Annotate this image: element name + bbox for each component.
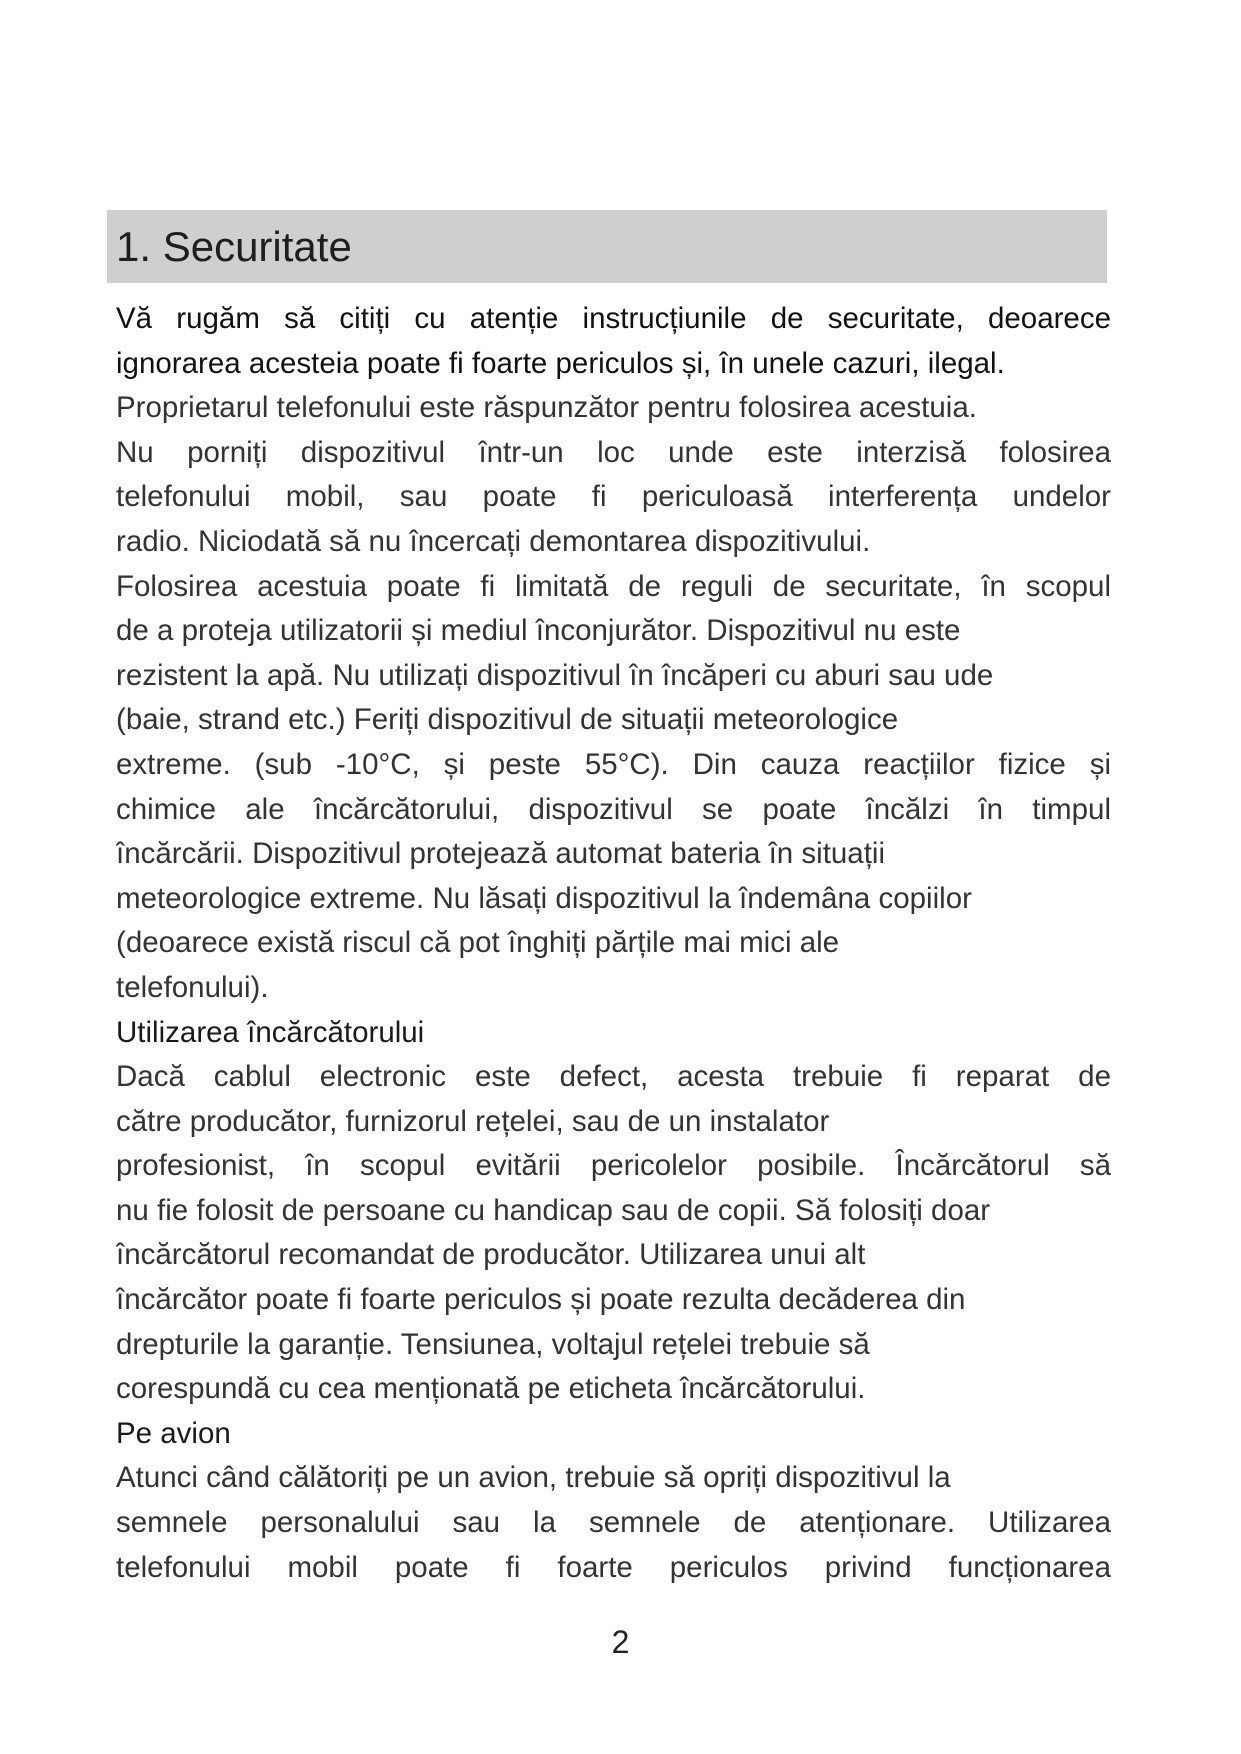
text-line: ignorarea acesteia poate fi foarte periculos și, în unele cazuri, ilegal. — [116, 346, 1005, 380]
subheading: Utilizarea încărcătorului — [116, 1015, 425, 1049]
text-line: Folosirea acestuia poate fi limitată de reguli de securitate, în scopul — [116, 569, 1111, 603]
text-line: semnele personalului sau la semnele de atenționare. Utilizarea — [116, 1506, 1111, 1540]
text-line: încărcării. Dispozitivul protejează automat bateria în situații — [116, 837, 886, 871]
text-line: drepturile la garanție. Tensiunea, voltajul rețelei trebuie să — [116, 1327, 870, 1361]
text-line: rezistent la apă. Nu utilizați dispozitivul în încăperi cu aburi sau ude — [116, 658, 994, 692]
text-line: încărcător poate fi foarte periculos și poate rezulta decăderea din — [116, 1283, 966, 1317]
text-line: telefonului mobil, sau poate fi periculoasă interferența undelor — [116, 480, 1111, 514]
text-line: telefonului mobil poate fi foarte periculos privind funcționarea — [116, 1550, 1111, 1584]
section-header-bar — [107, 210, 1107, 283]
text-line: de a proteja utilizatorii și mediul înconjurător. Dispozitivul nu este — [116, 614, 961, 648]
page-number: 2 — [611, 1624, 630, 1660]
text-line: extreme. (sub -10°C, și peste 55°C). Din cauza reacțiilor fizice și — [116, 747, 1111, 781]
text-line: meteorologice extreme. Nu lăsați dispozitivul la îndemâna copiilor — [116, 881, 972, 915]
text-line: profesionist, în scopul evitării pericolelor posibile. Încărcătorul să — [116, 1149, 1111, 1183]
text-line: încărcătorul recomandat de producător. Utilizarea unui alt — [116, 1238, 866, 1272]
text-line: corespundă cu cea menționată pe eticheta încărcătorului. — [116, 1372, 866, 1406]
body-text — [116, 297, 1111, 1590]
text-line: Nu porniți dispozitivul într-un loc unde este interzisă folosirea — [116, 435, 1111, 469]
text-line: (deoarece există riscul că pot înghiți părțile mai mici ale — [116, 926, 840, 960]
text-line: nu fie folosit de persoane cu handicap sau de copii. Să folosiți doar — [116, 1193, 991, 1227]
section-title: 1. Securitate — [116, 223, 352, 270]
text-line: radio. Niciodată să nu încercați demontarea dispozitivului. — [116, 524, 871, 558]
subheading: Pe avion — [116, 1416, 231, 1450]
text-line: Dacă cablul electronic este defect, acesta trebuie fi reparat de — [116, 1060, 1111, 1094]
text-line: chimice ale încărcătorului, dispozitivul se poate încălzi în timpul — [116, 792, 1111, 826]
text-line: către producător, furnizorul rețelei, sau de un instalator — [116, 1104, 830, 1138]
text-line: Atunci când călătoriți pe un avion, trebuie să opriți dispozitivul la — [116, 1461, 951, 1495]
text-line: telefonului). — [116, 970, 269, 1004]
text-line: Proprietarul telefonului este răspunzător pentru folosirea acestuia. — [116, 391, 977, 425]
text-line: (baie, strand etc.) Feriți dispozitivul de situații meteorologice — [116, 703, 899, 737]
text-line: Vă rugăm să citiți cu atenție instrucțiunile de securitate, deoarece — [116, 302, 1111, 335]
